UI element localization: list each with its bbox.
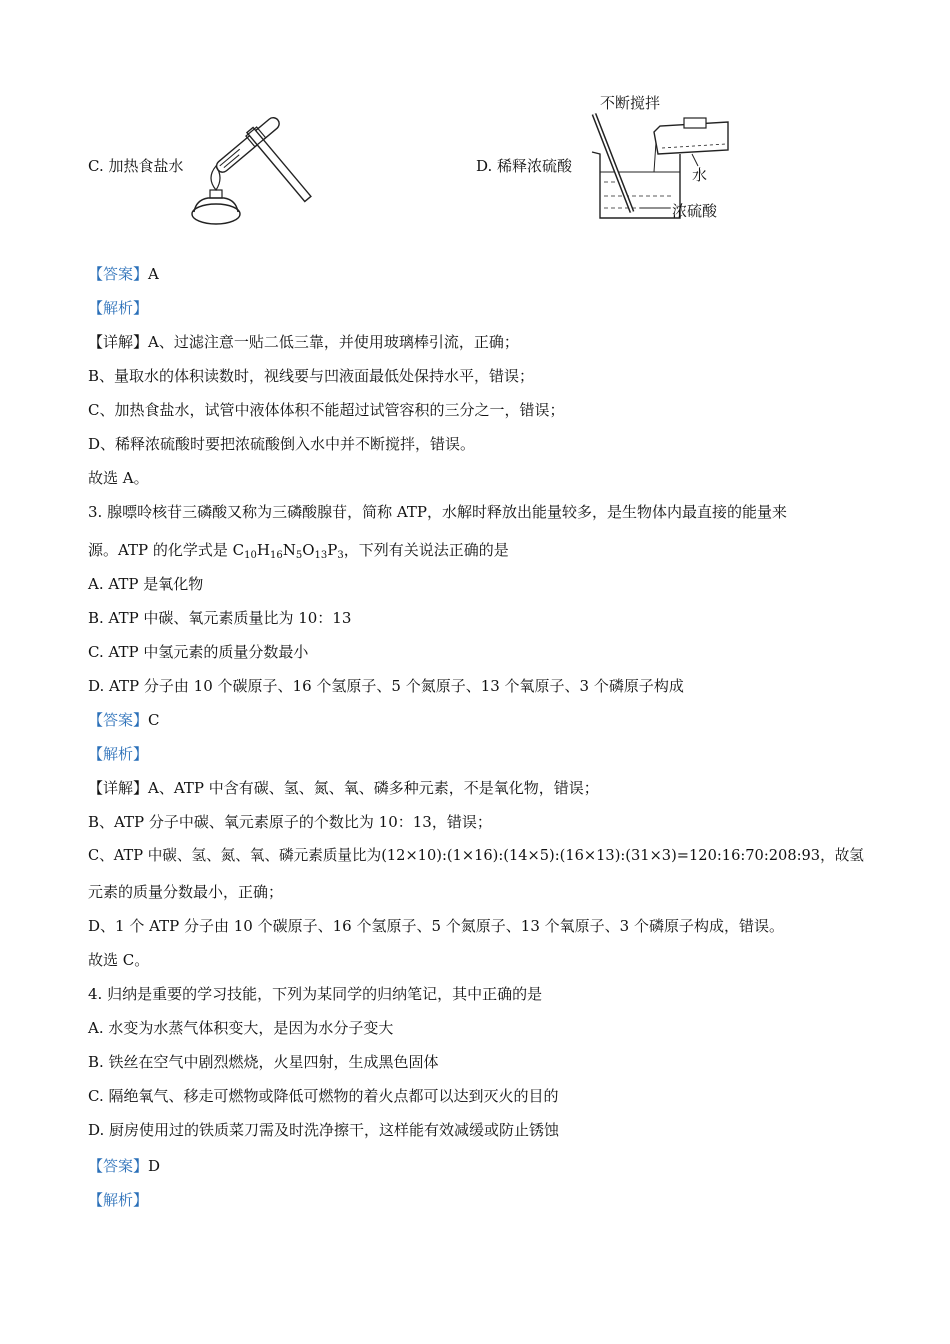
- fig-label-water: 水: [692, 166, 708, 184]
- q4-answer: 【答案】D: [88, 1157, 161, 1175]
- q3-answer: 【答案】C: [88, 711, 160, 729]
- atp-formula: $C_{10}H_{16}N_5O_{13}P_3$: [232, 541, 344, 561]
- q2-option-d: D. 稀释浓硫酸: [476, 157, 573, 175]
- q2-detail-line: C、加热食盐水，试管中液体体积不能超过试管容积的三分之一，错误；: [88, 401, 565, 419]
- q3-stem-line2: 源。ATP 的化学式是 $C_{10}H_{16}N_5O_{13}P_3$，下列有关说法正确的是: [88, 541, 509, 561]
- dilute-acid-figure: [588, 92, 743, 228]
- q3-detail-line: D、1 个 ATP 分子由 10 个碳原子、16 个氢原子、5 个氮原子、13 个氧原子、3 个磷原子构成，错误。: [88, 917, 784, 935]
- q3-detail-line: C、ATP 中碳、氢、氮、氧、磷元素质量比为(12×10):(1×16):(14×5):(16×13):(31×3)=120:16:70:208:93，故氢: [88, 847, 864, 864]
- q3-detail-line: 【详解】A、ATP 中含有碳、氢、氮、氧、磷多种元素，不是氧化物，错误；: [88, 779, 599, 797]
- q2-answer: 【答案】A: [88, 265, 159, 283]
- q3-detail-line: 元素的质量分数最小，正确；: [88, 883, 284, 901]
- q4-option-c: C. 隔绝氧气、移走可燃物或降低可燃物的着火点都可以达到灭火的目的: [88, 1087, 559, 1105]
- q3-stem-line1: 3. 腺嘌呤核苷三磷酸又称为三磷酸腺苷，简称 ATP，水解时释放出能量较多，是生物体内最直接的能量来: [88, 503, 787, 521]
- q3-analysis-tag: 【解析】: [88, 745, 149, 763]
- q3-conclusion: 故选 C。: [88, 951, 150, 969]
- q4-analysis-tag: 【解析】: [88, 1191, 149, 1209]
- q2-conclusion: 故选 A。: [88, 469, 149, 487]
- q2-analysis-tag: 【解析】: [88, 299, 149, 317]
- q3-detail-line: B、ATP 分子中碳、氧元素原子的个数比为 10：13，错误；: [88, 813, 492, 831]
- q2-detail-line: B、量取水的体积读数时，视线要与凹液面最低处保持水平，错误；: [88, 367, 535, 385]
- q4-stem: 4. 归纳是重要的学习技能，下列为某同学的归纳笔记，其中正确的是: [88, 985, 543, 1003]
- q2-option-c: C. 加热食盐水: [88, 157, 184, 175]
- q4-option-a: A. 水变为水蒸气体积变大，是因为水分子变大: [88, 1019, 394, 1037]
- q4-option-d: D. 厨房使用过的铁质菜刀需及时洗净擦干，这样能有效减缓或防止锈蚀: [88, 1121, 560, 1139]
- fig-label-stir: 不断搅拌: [600, 94, 661, 112]
- q3-option-b: B. ATP 中碳、氧元素质量比为 10：13: [88, 609, 352, 627]
- fig-label-acid: 浓硫酸: [672, 202, 718, 220]
- q3-option-c: C. ATP 中氢元素的质量分数最小: [88, 643, 309, 661]
- q3-option-d: D. ATP 分子由 10 个碳原子、16 个氢原子、5 个氮原子、13 个氧原子、3 个磷原子构成: [88, 677, 684, 695]
- heating-test-tube-figure: [188, 108, 313, 230]
- q3-option-a: A. ATP 是氧化物: [88, 575, 204, 593]
- q4-option-b: B. 铁丝在空气中剧烈燃烧，火星四射，生成黑色固体: [88, 1053, 439, 1071]
- q2-detail-line: 【详解】A、过滤注意一贴二低三靠，并使用玻璃棒引流，正确；: [88, 333, 519, 351]
- q2-detail-line: D、稀释浓硫酸时要把浓硫酸倒入水中并不断搅拌，错误。: [88, 435, 476, 453]
